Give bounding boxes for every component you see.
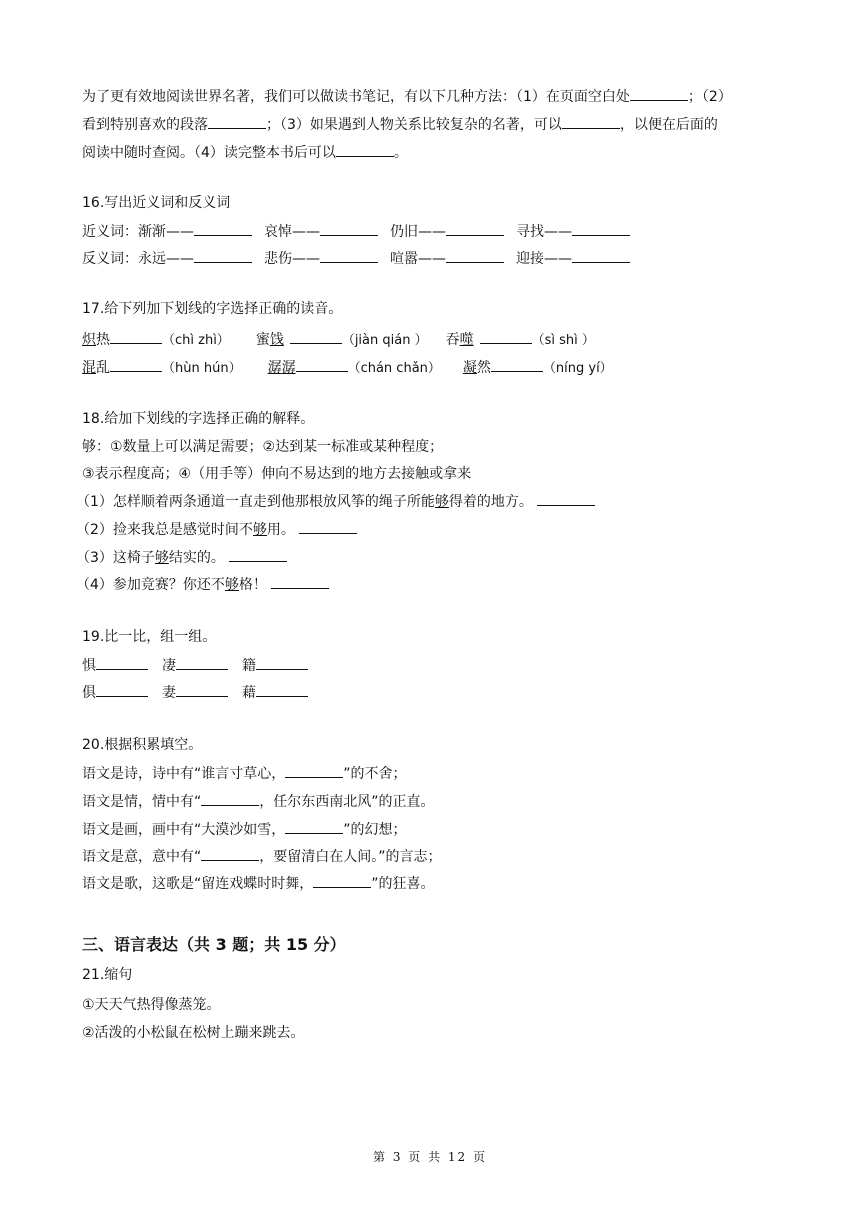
pinyin-options: （jiàn qián ） bbox=[341, 333, 428, 348]
char: 俱 bbox=[82, 685, 96, 701]
q18-sentence-3 bbox=[76, 547, 287, 567]
q17-title: 17.给下列加下划线的字选择正确的读音。 bbox=[82, 301, 343, 317]
q19-title: 19.比一比，组一组。 bbox=[82, 629, 217, 645]
q20-line-4 bbox=[82, 846, 442, 866]
underlined-char: 炽 bbox=[82, 332, 96, 348]
answer-blank[interactable] bbox=[208, 114, 266, 129]
answer-blank[interactable] bbox=[229, 547, 287, 562]
word-pair: 悲伤—— bbox=[264, 251, 320, 267]
q15-text: 阅读中随时查阅。（4）读完整本书后可以 bbox=[82, 145, 336, 161]
char: 藉 bbox=[242, 685, 256, 701]
q21-sentence-1: ①天天气热得像蒸笼。 bbox=[82, 997, 221, 1013]
answer-blank[interactable] bbox=[313, 873, 371, 888]
answer-blank[interactable] bbox=[194, 221, 252, 236]
pinyin-options: （níng yí） bbox=[542, 361, 613, 376]
answer-blank[interactable] bbox=[285, 763, 343, 778]
q19-row-2 bbox=[82, 682, 308, 702]
underlined-char: 潺 bbox=[267, 360, 282, 376]
sentence-text: 格！ bbox=[238, 577, 267, 593]
answer-blank[interactable] bbox=[336, 142, 394, 157]
underlined-char: 潺 bbox=[281, 360, 296, 376]
verse-text: 语文是画，画中有“大漠沙如雪， bbox=[82, 822, 286, 838]
answer-blank[interactable] bbox=[285, 819, 343, 834]
answer-blank[interactable] bbox=[630, 86, 688, 101]
verse-text: ，要留清白在人间。”的言志； bbox=[259, 849, 442, 865]
word-char: 蜜 bbox=[255, 332, 270, 348]
answer-blank[interactable] bbox=[96, 655, 148, 670]
q18-title: 18.给加下划线的字选择正确的解释。 bbox=[82, 411, 315, 427]
answer-blank[interactable] bbox=[201, 846, 259, 861]
underlined-char: 混 bbox=[82, 360, 96, 376]
q18-definition-2: ③表示程度高；④（用手等）伸向不易达到的地方去接触或拿来 bbox=[82, 466, 472, 482]
sentence-text: （2）捡来我总是感觉时间不 bbox=[76, 522, 253, 538]
q15-text: ；（3）如果遇到人物关系比较复杂的名著，可以 bbox=[266, 117, 562, 133]
q20-title: 20.根据积累填空。 bbox=[82, 737, 203, 753]
word-pair: 哀悼—— bbox=[264, 224, 320, 240]
underlined-char: 够 bbox=[224, 577, 239, 593]
word-char: 热 bbox=[96, 332, 110, 348]
q20-line-1 bbox=[82, 763, 407, 783]
answer-blank[interactable] bbox=[320, 248, 378, 263]
verse-text: 语文是意，意中有“ bbox=[82, 849, 202, 865]
q20-line-2 bbox=[82, 791, 435, 811]
answer-blank[interactable] bbox=[446, 221, 504, 236]
q16-title: 16.写出近义词和反义词 bbox=[82, 195, 231, 211]
q15-text: 看到特别喜欢的段落 bbox=[82, 117, 208, 133]
verse-text: 语文是歌，这歌是“留连戏蝶时时舞， bbox=[82, 876, 314, 892]
char: 凄 bbox=[162, 658, 176, 674]
q15-line-3 bbox=[82, 142, 408, 162]
word-pair: 寻找—— bbox=[516, 224, 572, 240]
underlined-char: 噬 bbox=[459, 332, 474, 348]
q20-line-5 bbox=[82, 873, 435, 893]
sentence-text: 结实的。 bbox=[168, 550, 225, 566]
answer-blank[interactable] bbox=[96, 682, 148, 697]
underlined-char: 够 bbox=[434, 494, 449, 510]
word-pair: 迎接—— bbox=[516, 251, 572, 267]
answer-blank[interactable] bbox=[480, 329, 532, 344]
underlined-char: 够 bbox=[252, 522, 267, 538]
q15-text: ，以便在后面的 bbox=[619, 117, 718, 133]
q18-sentence-4 bbox=[76, 574, 329, 594]
answer-blank[interactable] bbox=[299, 519, 357, 534]
underlined-char: 饯 bbox=[269, 332, 284, 348]
answer-blank[interactable] bbox=[201, 791, 259, 806]
sentence-text: （4）参加竞赛？你还不 bbox=[76, 577, 225, 593]
q21-title: 21.缩句 bbox=[82, 967, 133, 983]
answer-blank[interactable] bbox=[176, 682, 228, 697]
q20-line-3 bbox=[82, 819, 407, 839]
answer-blank[interactable] bbox=[271, 574, 329, 589]
q16-synonyms bbox=[82, 221, 630, 241]
answer-blank[interactable] bbox=[256, 655, 308, 670]
q21-sentence-2: ②活泼的小松鼠在松树上蹦来跳去。 bbox=[82, 1025, 305, 1041]
char: 妻 bbox=[162, 685, 176, 701]
answer-blank[interactable] bbox=[491, 357, 543, 372]
ant-label: 反义词： bbox=[82, 251, 138, 267]
word-char: 乱 bbox=[96, 360, 110, 376]
page-footer: 第 3 页 共 12 页 bbox=[373, 1150, 487, 1164]
char: 籍 bbox=[242, 658, 256, 674]
sentence-text: （3）这椅子 bbox=[76, 550, 155, 566]
q15-text: 为了更有效地阅读世界名著，我们可以做读书笔记，有以下几种方法：（1）在页面空白处 bbox=[82, 89, 630, 105]
answer-blank[interactable] bbox=[296, 357, 348, 372]
answer-blank[interactable] bbox=[110, 329, 162, 344]
word-pair: 永远—— bbox=[138, 251, 194, 267]
answer-blank[interactable] bbox=[256, 682, 308, 697]
syn-label: 近义词： bbox=[82, 224, 138, 240]
word-pair: 喧嚣—— bbox=[390, 251, 446, 267]
sentence-text: 用。 bbox=[266, 522, 295, 538]
word-char: 然 bbox=[476, 360, 491, 376]
answer-blank[interactable] bbox=[290, 329, 342, 344]
underlined-char: 够 bbox=[154, 550, 169, 566]
verse-text: ”的幻想； bbox=[343, 822, 407, 838]
sentence-text: （1）怎样顺着两条通道一直走到他那根放风筝的绳子所能 bbox=[76, 494, 435, 510]
verse-text: 语文是情，情中有“ bbox=[82, 794, 202, 810]
verse-text: ”的不舍； bbox=[343, 766, 407, 782]
q18-sentence-1 bbox=[76, 491, 595, 511]
q15-text: ；（2） bbox=[687, 89, 732, 105]
section-heading: 三、语言表达（共 3 题；共 15 分） bbox=[82, 935, 346, 954]
answer-blank[interactable] bbox=[572, 248, 630, 263]
q18-sentence-2 bbox=[76, 519, 357, 539]
q15-line-1 bbox=[82, 86, 732, 106]
q15-text: 。 bbox=[393, 145, 408, 161]
pinyin-options: （sì shì ） bbox=[531, 333, 595, 348]
word-char: 吞 bbox=[445, 332, 460, 348]
answer-blank[interactable] bbox=[110, 357, 162, 372]
verse-text: 语文是诗，诗中有“谁言寸草心， bbox=[82, 766, 286, 782]
answer-blank[interactable] bbox=[194, 248, 252, 263]
q17-row-1 bbox=[82, 329, 595, 349]
q16-antonyms bbox=[82, 248, 630, 268]
verse-text: ”的狂喜。 bbox=[371, 876, 435, 892]
word-pair: 渐渐—— bbox=[138, 224, 194, 240]
q18-definition-1: 够：①数量上可以满足需要；②达到某一标准或某种程度； bbox=[82, 439, 444, 455]
pinyin-options: （chán chǎn） bbox=[347, 361, 441, 376]
answer-blank[interactable] bbox=[176, 655, 228, 670]
underlined-char: 凝 bbox=[462, 360, 477, 376]
word-pair: 仍旧—— bbox=[390, 224, 446, 240]
sentence-text: 得着的地方。 bbox=[448, 494, 533, 510]
char: 惧 bbox=[82, 658, 96, 674]
answer-blank[interactable] bbox=[446, 248, 504, 263]
pinyin-options: （chì zhì） bbox=[162, 333, 230, 348]
answer-blank[interactable] bbox=[572, 221, 630, 236]
q15-line-2 bbox=[82, 114, 718, 134]
answer-blank[interactable] bbox=[320, 221, 378, 236]
answer-blank[interactable] bbox=[562, 114, 620, 129]
q19-row-1 bbox=[82, 655, 308, 675]
verse-text: ，任尔东西南北风”的正直。 bbox=[259, 794, 435, 810]
q17-row-2 bbox=[82, 357, 613, 377]
answer-blank[interactable] bbox=[537, 491, 595, 506]
pinyin-options: （hùn hún） bbox=[162, 361, 242, 376]
